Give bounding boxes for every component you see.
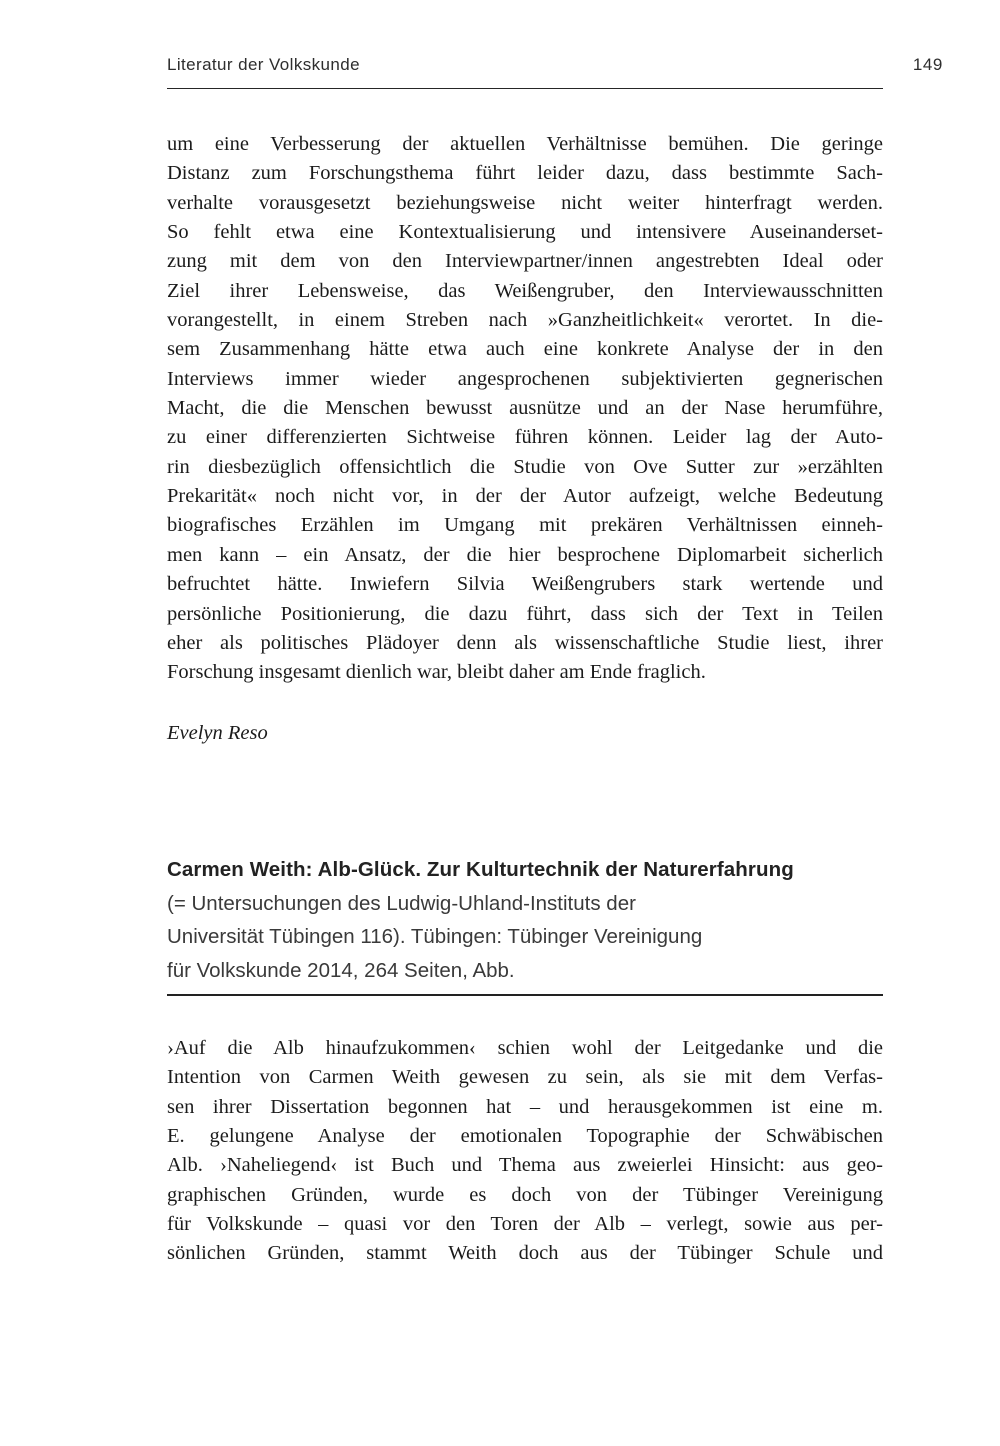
text-line: Macht, die die Menschen bewusst ausnütze und an der Nase herumführe, [167,397,883,420]
section-divider-rule [167,994,883,996]
text-line: (= Untersuchungen des Ludwig-Uhland-Instituts der [167,891,636,915]
bib-heading-details [167,887,883,988]
review-text-current [167,1034,883,1269]
text-line: um eine Verbesserung der aktuellen Verhältnisse bemühen. Die geringe [167,133,883,155]
text-line: für Volkskunde – quasi vor den Toren der Alb – verlegt, sowie aus per- [167,1213,883,1236]
text-line: Forschung insgesamt dienlich war, bleibt daher am Ende fraglich. [167,661,706,684]
bibliographic-heading [167,853,883,987]
text-line: Intention von Carmen Weith gewesen zu sein, als sie mit dem Verfas- [167,1066,883,1089]
text-line: So fehlt etwa eine Kontextualisierung und intensivere Auseinanderset- [167,221,883,244]
text-line: sönlichen Gründen, stammt Weith doch aus der Tübinger Schule und [167,1242,883,1265]
text-line: Alb. ›Naheliegend‹ ist Buch und Thema aus zweierlei Hinsicht: aus geo- [167,1154,883,1177]
text-line: Ziel ihrer Lebensweise, das Weißengruber, den Interviewausschnitten [167,279,883,302]
review-author-signature: Evelyn Reso [167,722,268,744]
text-line: men kann – ein Ansatz, der die hier besprochene Diplomarbeit sicherlich [167,543,883,566]
text-line: zu einer differenzierten Sichtweise führen können. Leider lag der Auto- [167,426,883,449]
text-line: verhalte vorausgesetzt beziehungsweise nicht weiter hinterfragt werden. [167,191,883,214]
header-divider-rule [167,88,883,89]
text-line: sen ihrer Dissertation begonnen hat – und herausgekommen ist eine m. [167,1095,883,1118]
text-line: persönliche Positionierung, die dazu führt, dass sich der Text in Teilen [167,602,883,625]
review-text-previous [167,130,883,688]
text-line: Distanz zum Forschungsthema führt leider dazu, dass bestimmte Sach- [167,162,883,185]
text-line: biografisches Erzählen im Umgang mit prekären Verhältnissen einneh- [167,514,883,537]
text-line: vorangestellt, in einem Streben nach »Ganzheitlichkeit« verortet. In die- [167,309,883,332]
text-line: Universität Tübingen 116). Tübingen: Tübinger Vereinigung [167,925,703,948]
text-line: Interviews immer wieder angesprochenen subjektivierten gegnerischen [167,367,883,390]
text-line: E. gelungene Analyse der emotionalen Topographie der Schwäbischen [167,1125,883,1148]
text-line: sem Zusammenhang hätte etwa auch eine konkrete Analyse der in den [167,338,883,361]
text-line: für Volkskunde 2014, 264 Seiten, Abb. [167,958,515,982]
running-header-title: Literatur der Volkskunde [167,55,360,74]
bib-heading-title: Carmen Weith: Alb-Glück. Zur Kulturtechnik der Naturerfahrung [167,858,794,881]
text-line: eher als politisches Plädoyer denn als wissenschaftliche Studie liest, ihrer [167,631,883,654]
text-line: rin diesbezüglich offensichtlich die Studie von Ove Sutter zur »erzählten [167,455,883,478]
page-number: 149 [912,55,943,74]
text-line: befruchtet hätte. Inwiefern Silvia Weißengrubers stark wertende und [167,573,883,596]
text-line: Prekarität« noch nicht vor, in der der Autor aufzeigt, welche Bedeutung [167,485,883,508]
text-line: zung mit dem von den Interviewpartner/innen angestrebten Ideal oder [167,250,883,273]
text-line: graphischen Gründen, wurde es doch von der Tübinger Vereinigung [167,1183,883,1206]
text-line: ›Auf die Alb hinaufzukommen‹ schien wohl der Leitgedanke und die [167,1037,883,1059]
